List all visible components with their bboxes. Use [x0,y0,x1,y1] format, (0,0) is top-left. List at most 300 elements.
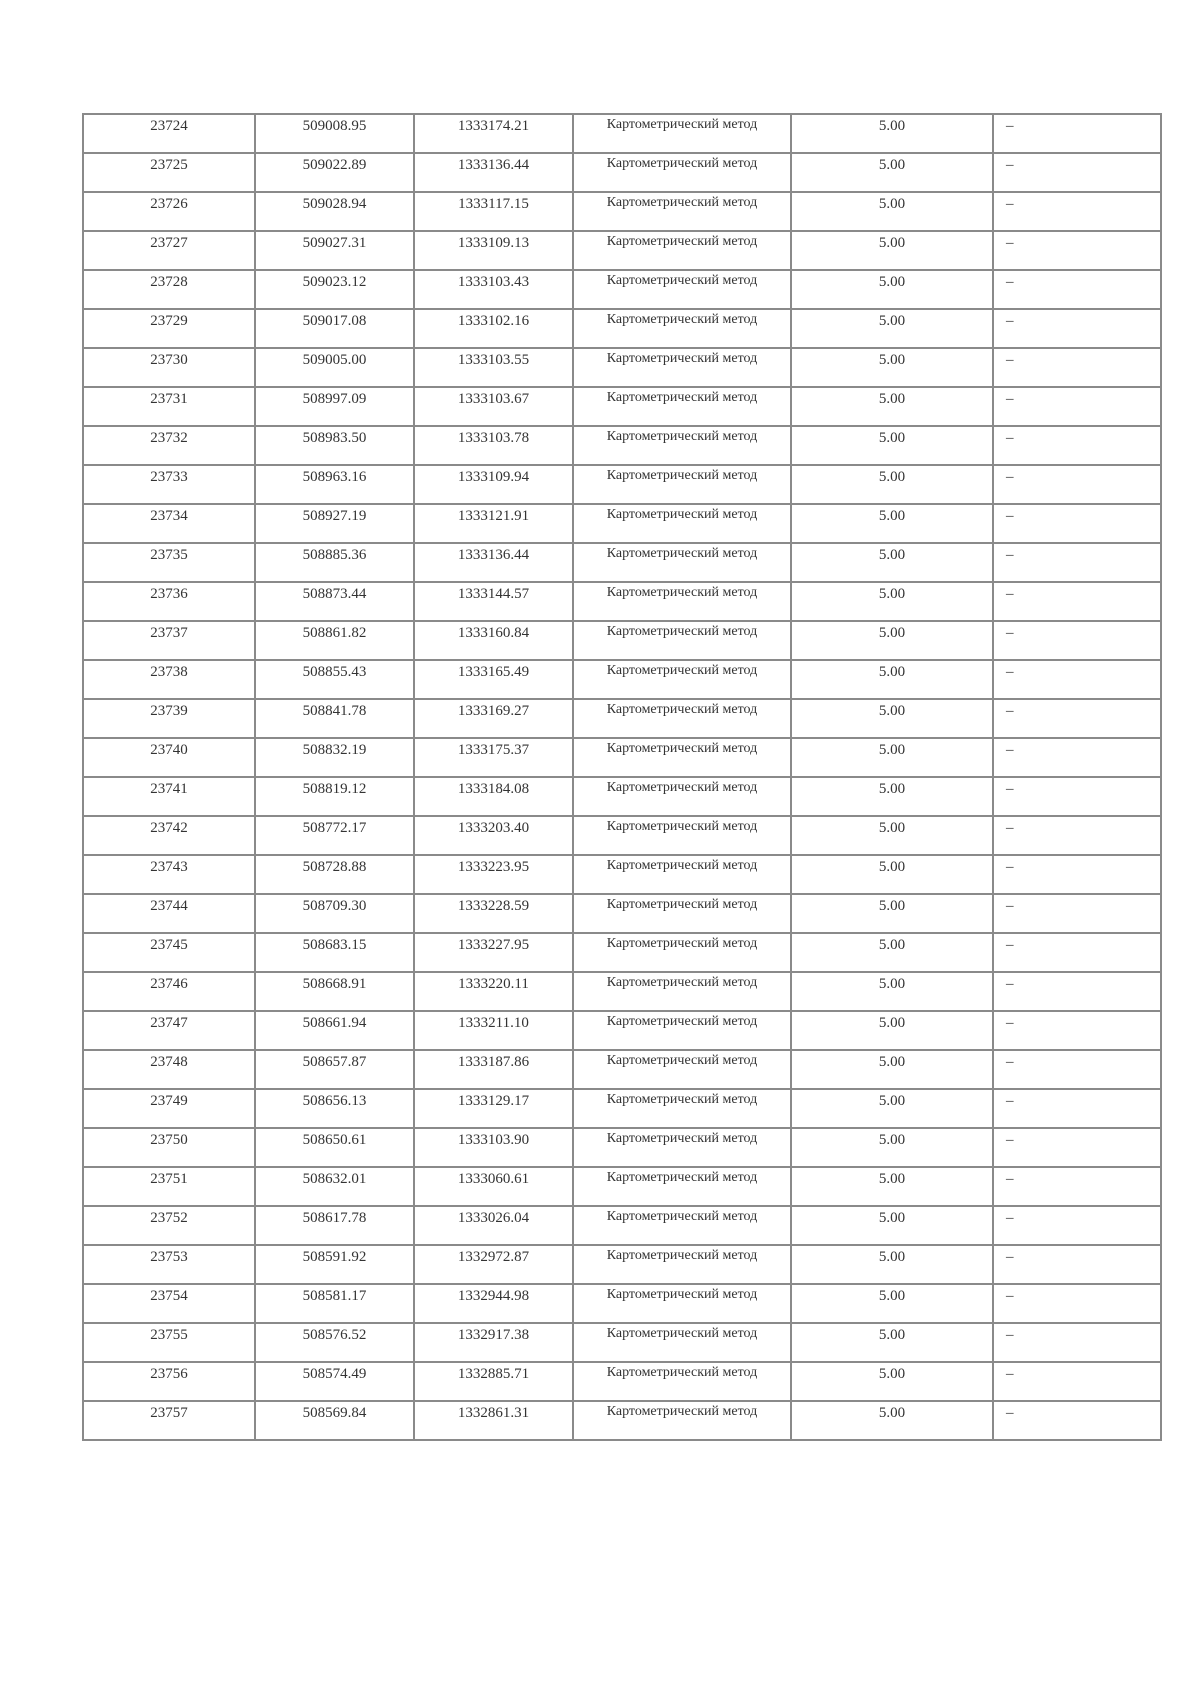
table-row [83,1206,1161,1245]
x-coordinate-cell-text: 508683.15 [302,937,367,953]
point-number-cell-text: 23755 [150,1327,188,1343]
method-cell [573,1089,791,1128]
x-coordinate-cell-text: 509008.95 [302,118,367,134]
x-coordinate-cell [255,153,414,192]
method-cell [573,1167,791,1206]
method-cell-text: Картометрический метод [606,1404,758,1419]
point-number-cell-text: 23736 [150,586,188,602]
point-number-cell [83,777,255,816]
method-cell [573,426,791,465]
table-row [83,1323,1161,1362]
accuracy-cell [791,699,993,738]
x-coordinate-cell-text: 508581.17 [302,1288,367,1304]
x-coordinate-cell [255,1401,414,1440]
x-coordinate-cell-text: 508927.19 [302,508,367,524]
method-cell [573,153,791,192]
accuracy-cell-text: 5.00 [878,430,906,446]
y-coordinate-cell-text: 1333109.13 [457,235,530,251]
y-coordinate-cell [414,855,573,894]
table-row [83,777,1161,816]
method-cell [573,1284,791,1323]
y-coordinate-cell-text: 1333136.44 [457,157,530,173]
note-cell-text: – [1006,391,1014,407]
accuracy-cell [791,582,993,621]
note-cell-text: – [1006,1366,1014,1382]
note-cell [993,270,1161,309]
y-coordinate-cell-text: 1333184.08 [457,781,530,797]
point-number-cell [83,231,255,270]
point-number-cell-text: 23738 [150,664,188,680]
note-cell-text: – [1006,1093,1014,1109]
accuracy-cell [791,309,993,348]
method-cell-text: Картометрический метод [606,1170,758,1185]
point-number-cell [83,894,255,933]
point-number-cell [83,270,255,309]
x-coordinate-cell [255,192,414,231]
point-number-cell-text: 23757 [150,1405,188,1421]
point-number-cell [83,1362,255,1401]
method-cell-text: Картометрический метод [606,1014,758,1029]
accuracy-cell-text: 5.00 [878,469,906,485]
note-cell [993,933,1161,972]
y-coordinate-cell [414,426,573,465]
point-number-cell-text: 23743 [150,859,188,875]
accuracy-cell-text: 5.00 [878,1327,906,1343]
point-number-cell-text: 23726 [150,196,188,212]
point-number-cell-text: 23727 [150,235,188,251]
y-coordinate-cell [414,582,573,621]
y-coordinate-cell-text: 1332944.98 [457,1288,530,1304]
x-coordinate-cell [255,582,414,621]
point-number-cell-text: 23745 [150,937,188,953]
table-row [83,855,1161,894]
method-cell [573,738,791,777]
accuracy-cell [791,465,993,504]
table-row [83,816,1161,855]
x-coordinate-cell-text: 508661.94 [302,1015,367,1031]
accuracy-cell [791,270,993,309]
method-cell-text: Картометрический метод [606,1326,758,1341]
note-cell [993,387,1161,426]
note-cell [993,1050,1161,1089]
y-coordinate-cell [414,1206,573,1245]
table-row [83,660,1161,699]
y-coordinate-cell [414,660,573,699]
y-coordinate-cell-text: 1333211.10 [458,1015,529,1031]
y-coordinate-cell [414,1245,573,1284]
y-coordinate-cell-text: 1333160.84 [457,625,530,641]
accuracy-cell-text: 5.00 [878,820,906,836]
point-number-cell [83,1401,255,1440]
x-coordinate-cell-text: 508569.84 [302,1405,367,1421]
x-coordinate-cell-text: 508855.43 [302,664,367,680]
point-number-cell-text: 23753 [150,1249,188,1265]
y-coordinate-cell-text: 1333103.55 [457,352,530,368]
y-coordinate-cell [414,1089,573,1128]
x-coordinate-cell [255,855,414,894]
method-cell [573,660,791,699]
method-cell-text: Картометрический метод [606,780,758,795]
point-number-cell [83,1245,255,1284]
accuracy-cell [791,972,993,1011]
point-number-cell-text: 23729 [150,313,188,329]
y-coordinate-cell [414,387,573,426]
table-row [83,348,1161,387]
point-number-cell-text: 23746 [150,976,188,992]
note-cell-text: – [1006,313,1014,329]
accuracy-cell [791,1284,993,1323]
accuracy-cell-text: 5.00 [878,547,906,563]
x-coordinate-cell-text: 509027.31 [302,235,367,251]
point-number-cell-text: 23731 [150,391,188,407]
point-number-cell-text: 23748 [150,1054,188,1070]
y-coordinate-cell-text: 1332885.71 [457,1366,530,1382]
note-cell [993,1362,1161,1401]
x-coordinate-cell-text: 508861.82 [302,625,367,641]
note-cell-text: – [1006,1054,1014,1070]
x-coordinate-cell-text: 508873.44 [302,586,367,602]
method-cell-text: Картометрический метод [606,1248,758,1263]
method-cell-text: Картометрический метод [606,936,758,951]
y-coordinate-cell [414,192,573,231]
point-number-cell [83,1089,255,1128]
x-coordinate-cell-text: 508574.49 [302,1366,367,1382]
note-cell-text: – [1006,118,1014,134]
y-coordinate-cell-text: 1333174.21 [457,118,530,134]
accuracy-cell-text: 5.00 [878,313,906,329]
point-number-cell-text: 23733 [150,469,188,485]
table-row [83,933,1161,972]
note-cell [993,1089,1161,1128]
method-cell [573,348,791,387]
note-cell [993,1401,1161,1440]
point-number-cell [83,738,255,777]
y-coordinate-cell [414,1050,573,1089]
note-cell [993,543,1161,582]
point-number-cell-text: 23730 [150,352,188,368]
note-cell-text: – [1006,274,1014,290]
method-cell [573,231,791,270]
y-coordinate-cell-text: 1332917.38 [457,1327,530,1343]
accuracy-cell [791,1167,993,1206]
point-number-cell-text: 23750 [150,1132,188,1148]
x-coordinate-cell [255,738,414,777]
point-number-cell-text: 23734 [150,508,188,524]
accuracy-cell [791,153,993,192]
x-coordinate-cell [255,348,414,387]
accuracy-cell [791,660,993,699]
y-coordinate-cell [414,777,573,816]
y-coordinate-cell [414,504,573,543]
accuracy-cell [791,1362,993,1401]
accuracy-cell [791,1245,993,1284]
table-row [83,309,1161,348]
x-coordinate-cell-text: 508668.91 [302,976,367,992]
accuracy-cell-text: 5.00 [878,703,906,719]
point-number-cell [83,543,255,582]
point-number-cell [83,1050,255,1089]
point-number-cell [83,1011,255,1050]
accuracy-cell [791,933,993,972]
point-number-cell-text: 23756 [150,1366,188,1382]
table-row [83,1362,1161,1401]
x-coordinate-cell [255,1362,414,1401]
y-coordinate-cell-text: 1333026.04 [457,1210,530,1226]
accuracy-cell [791,1206,993,1245]
method-cell-text: Картометрический метод [606,195,758,210]
x-coordinate-cell-text: 508983.50 [302,430,367,446]
point-number-cell-text: 23724 [150,118,188,134]
point-number-cell-text: 23744 [150,898,188,914]
y-coordinate-cell-text: 1333228.59 [457,898,530,914]
point-number-cell [83,465,255,504]
point-number-cell [83,426,255,465]
y-coordinate-cell [414,816,573,855]
note-cell-text: – [1006,157,1014,173]
method-cell [573,816,791,855]
table-body [83,114,1161,1440]
y-coordinate-cell-text: 1332861.31 [457,1405,530,1421]
note-cell [993,348,1161,387]
method-cell-text: Картометрический метод [606,312,758,327]
method-cell-text: Картометрический метод [606,858,758,873]
y-coordinate-cell [414,1362,573,1401]
accuracy-cell [791,894,993,933]
method-cell-text: Картометрический метод [606,156,758,171]
note-cell [993,777,1161,816]
point-number-cell-text: 23725 [150,157,188,173]
y-coordinate-cell [414,933,573,972]
method-cell-text: Картометрический метод [606,351,758,366]
note-cell [993,465,1161,504]
y-coordinate-cell [414,1323,573,1362]
x-coordinate-cell-text: 509005.00 [302,352,367,368]
table-row [83,972,1161,1011]
accuracy-cell [791,855,993,894]
y-coordinate-cell [414,1128,573,1167]
y-coordinate-cell [414,894,573,933]
note-cell [993,699,1161,738]
note-cell-text: – [1006,937,1014,953]
point-number-cell [83,1323,255,1362]
method-cell [573,1206,791,1245]
y-coordinate-cell-text: 1333103.43 [457,274,530,290]
y-coordinate-cell-text: 1333220.11 [458,976,529,992]
table-row [83,426,1161,465]
table-row [83,1011,1161,1050]
note-cell [993,426,1161,465]
accuracy-cell [791,1089,993,1128]
y-coordinate-cell-text: 1333109.94 [457,469,530,485]
accuracy-cell [791,816,993,855]
point-number-cell [83,1206,255,1245]
method-cell-text: Картометрический метод [606,429,758,444]
method-cell [573,1245,791,1284]
accuracy-cell-text: 5.00 [878,157,906,173]
table-row [83,894,1161,933]
note-cell [993,114,1161,153]
method-cell-text: Картометрический метод [606,390,758,405]
table-row [83,1401,1161,1440]
y-coordinate-cell [414,153,573,192]
y-coordinate-cell-text: 1333175.37 [457,742,530,758]
accuracy-cell [791,426,993,465]
table-row [83,153,1161,192]
x-coordinate-cell-text: 508997.09 [302,391,367,407]
accuracy-cell-text: 5.00 [878,976,906,992]
method-cell [573,114,791,153]
method-cell [573,582,791,621]
note-cell [993,153,1161,192]
y-coordinate-cell-text: 1332972.87 [457,1249,530,1265]
note-cell [993,1245,1161,1284]
note-cell-text: – [1006,625,1014,641]
method-cell-text: Картометрический метод [606,585,758,600]
method-cell [573,699,791,738]
x-coordinate-cell [255,1128,414,1167]
y-coordinate-cell-text: 1333187.86 [457,1054,530,1070]
x-coordinate-cell [255,1284,414,1323]
accuracy-cell-text: 5.00 [878,625,906,641]
note-cell [993,972,1161,1011]
x-coordinate-cell-text: 508841.78 [302,703,367,719]
x-coordinate-cell [255,309,414,348]
table-row [83,699,1161,738]
x-coordinate-cell [255,1011,414,1050]
point-number-cell [83,504,255,543]
accuracy-cell [791,504,993,543]
accuracy-cell-text: 5.00 [878,235,906,251]
note-cell [993,816,1161,855]
point-number-cell-text: 23739 [150,703,188,719]
table-row [83,231,1161,270]
x-coordinate-cell-text: 508772.17 [302,820,367,836]
note-cell-text: – [1006,742,1014,758]
y-coordinate-cell [414,1011,573,1050]
note-cell [993,1206,1161,1245]
x-coordinate-cell-text: 508728.88 [302,859,367,875]
method-cell-text: Картометрический метод [606,1209,758,1224]
note-cell-text: – [1006,469,1014,485]
note-cell [993,1167,1161,1206]
y-coordinate-cell [414,114,573,153]
point-number-cell [83,621,255,660]
point-number-cell-text: 23752 [150,1210,188,1226]
point-number-cell [83,972,255,1011]
note-cell-text: – [1006,1132,1014,1148]
accuracy-cell [791,621,993,660]
y-coordinate-cell [414,1401,573,1440]
note-cell [993,855,1161,894]
note-cell-text: – [1006,1249,1014,1265]
note-cell [993,582,1161,621]
y-coordinate-cell-text: 1333103.78 [457,430,530,446]
y-coordinate-cell-text: 1333165.49 [457,664,530,680]
note-cell [993,504,1161,543]
method-cell [573,543,791,582]
x-coordinate-cell-text: 508963.16 [302,469,367,485]
accuracy-cell [791,1050,993,1089]
method-cell-text: Картометрический метод [606,741,758,756]
table-row [83,504,1161,543]
table-row [83,1089,1161,1128]
point-number-cell [83,699,255,738]
method-cell-text: Картометрический метод [606,663,758,678]
accuracy-cell-text: 5.00 [878,1171,906,1187]
x-coordinate-cell [255,1089,414,1128]
point-number-cell [83,387,255,426]
note-cell-text: – [1006,1288,1014,1304]
accuracy-cell-text: 5.00 [878,937,906,953]
x-coordinate-cell [255,1167,414,1206]
point-number-cell [83,855,255,894]
table-row [83,621,1161,660]
x-coordinate-cell [255,933,414,972]
y-coordinate-cell [414,972,573,1011]
note-cell-text: – [1006,1171,1014,1187]
note-cell-text: – [1006,586,1014,602]
y-coordinate-cell [414,1167,573,1206]
x-coordinate-cell [255,543,414,582]
y-coordinate-cell [414,465,573,504]
method-cell-text: Картометрический метод [606,819,758,834]
point-number-cell [83,309,255,348]
accuracy-cell-text: 5.00 [878,586,906,602]
point-number-cell [83,348,255,387]
accuracy-cell [791,192,993,231]
note-cell [993,738,1161,777]
x-coordinate-cell-text: 508617.78 [302,1210,367,1226]
y-coordinate-cell [414,1284,573,1323]
accuracy-cell [791,1011,993,1050]
coordinates-table [82,113,1162,1441]
note-cell-text: – [1006,1210,1014,1226]
x-coordinate-cell-text: 508632.01 [302,1171,367,1187]
note-cell-text: – [1006,820,1014,836]
point-number-cell-text: 23735 [150,547,188,563]
table-row [83,114,1161,153]
note-cell-text: – [1006,898,1014,914]
method-cell-text: Картометрический метод [606,624,758,639]
note-cell [993,1284,1161,1323]
method-cell [573,387,791,426]
point-number-cell [83,153,255,192]
method-cell-text: Картометрический метод [606,1092,758,1107]
note-cell [993,231,1161,270]
note-cell [993,1128,1161,1167]
method-cell [573,621,791,660]
accuracy-cell [791,348,993,387]
method-cell [573,1011,791,1050]
x-coordinate-cell-text: 509017.08 [302,313,367,329]
table-row [83,387,1161,426]
y-coordinate-cell-text: 1333223.95 [457,859,530,875]
accuracy-cell-text: 5.00 [878,1405,906,1421]
accuracy-cell [791,738,993,777]
x-coordinate-cell-text: 508656.13 [302,1093,367,1109]
note-cell-text: – [1006,352,1014,368]
y-coordinate-cell-text: 1333169.27 [457,703,530,719]
x-coordinate-cell [255,660,414,699]
x-coordinate-cell-text: 508650.61 [302,1132,367,1148]
accuracy-cell-text: 5.00 [878,1054,906,1070]
x-coordinate-cell [255,777,414,816]
point-number-cell [83,1284,255,1323]
x-coordinate-cell [255,621,414,660]
note-cell-text: – [1006,1015,1014,1031]
note-cell-text: – [1006,664,1014,680]
point-number-cell-text: 23728 [150,274,188,290]
